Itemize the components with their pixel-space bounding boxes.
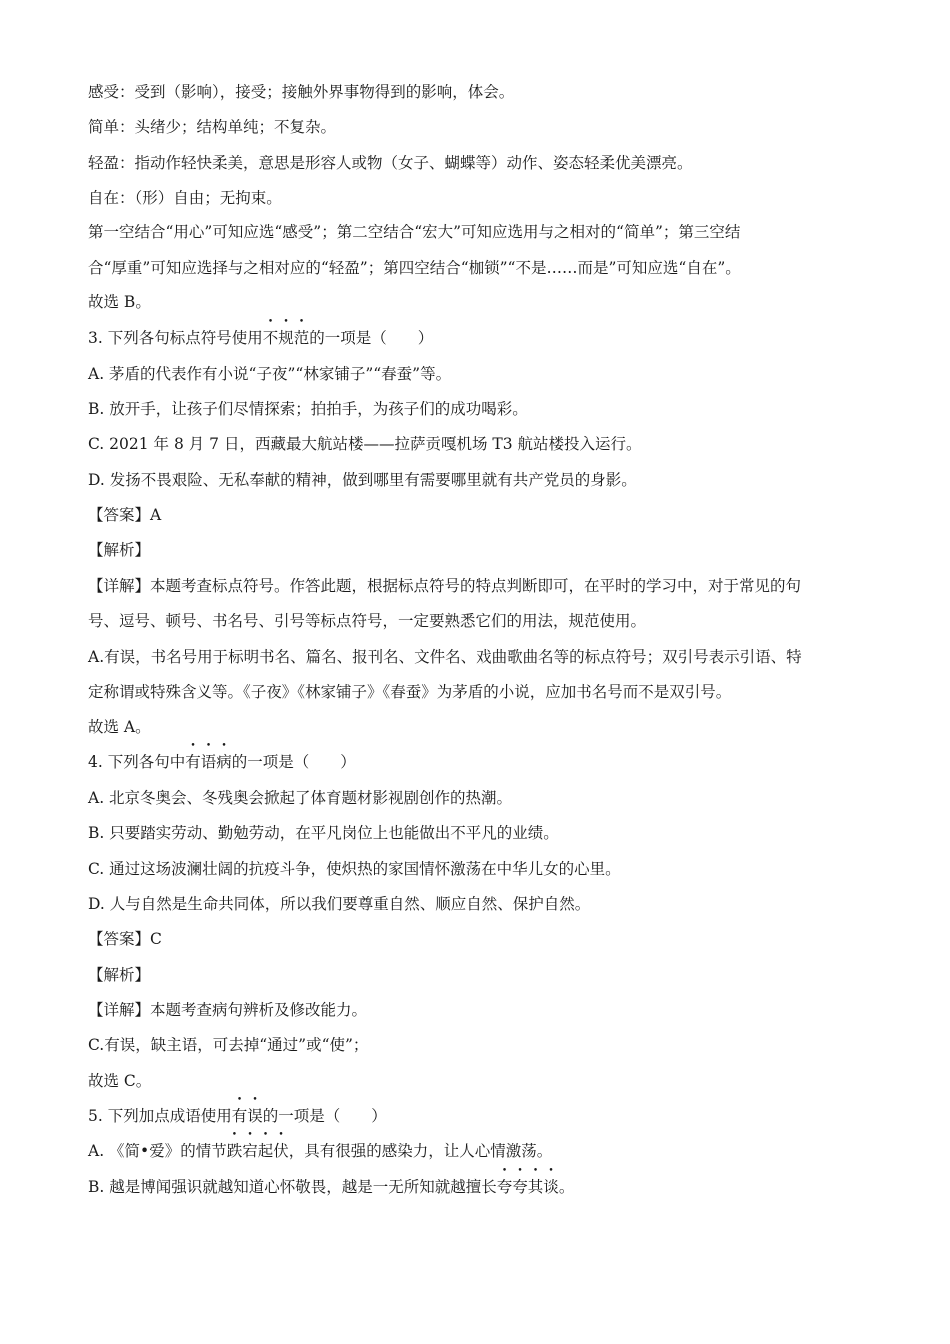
text-segment: 感受：受到（影响），接受；接触外界事物得到的影响，体会。: [88, 83, 515, 101]
emphasis-char: 规: [278, 329, 294, 347]
text-line: [88, 1071, 878, 1091]
text-line: [88, 611, 878, 631]
emphasis-char: 有: [185, 753, 201, 771]
text-line: [88, 470, 878, 490]
text-line: [88, 188, 878, 208]
emphasis-char: 起: [257, 1142, 274, 1160]
text-line: [88, 929, 878, 949]
text-segment: 【解析】: [88, 966, 151, 984]
emphasis-char: 其: [527, 1178, 544, 1196]
text-segment: 轻盈：指动作轻快柔美，意思是形容人或物（女子、蝴蝶等）动作、姿态轻柔优美漂亮。: [88, 154, 693, 172]
text-line: [88, 292, 878, 312]
emphasized-text: [232, 1107, 263, 1125]
emphasized-text: [263, 329, 310, 347]
text-line: [88, 1000, 878, 1020]
text-segment: 【解析】: [88, 541, 151, 559]
text-line: [88, 153, 878, 173]
text-segment: 的一项是（ ）: [309, 329, 434, 347]
text-line: [88, 894, 878, 914]
text-line: [88, 717, 878, 737]
text-segment: B. 越是博闻强识就越知道心怀敬畏，越是一无所知就越擅长: [88, 1178, 497, 1196]
text-segment: C. 2021 年 8 月 7 日，西藏最大航站楼——拉萨贡嘎机场 T3 航站楼投入运行。: [88, 435, 642, 453]
text-segment: 自在：（形）自由；无拘束。: [88, 189, 282, 207]
text-segment: 【答案】C: [88, 930, 162, 948]
emphasis-char: 有: [231, 1107, 248, 1125]
text-line: [88, 364, 878, 384]
emphasis-char: 误: [247, 1107, 263, 1125]
text-line: [88, 647, 878, 667]
text-line: [88, 965, 878, 985]
text-segment: ，具有很强的感染力，让人心情激荡。: [288, 1142, 553, 1160]
emphasis-char: 范: [293, 329, 310, 347]
text-segment: A. 北京冬奥会、冬残奥会掀起了体育题材影视剧创作的热潮。: [88, 789, 513, 807]
text-segment: 简单：头绪少；结构单纯；不复杂。: [88, 118, 337, 136]
text-line: [88, 117, 878, 137]
emphasized-text: [227, 1142, 289, 1160]
emphasized-text: [497, 1178, 559, 1196]
text-line: [88, 752, 878, 772]
text-segment: D. 人与自然是生命共同体，所以我们要尊重自然、顺应自然、保护自然。: [88, 895, 591, 913]
text-line: [88, 505, 878, 525]
text-segment: A.有误，书名号用于标明书名、篇名、报刊名、文件名、戏曲歌曲名等的标点符号；双引号表示引语、特: [88, 648, 802, 666]
text-line: [88, 1035, 878, 1055]
text-segment: D. 发扬不畏艰险、无私奉献的精神，做到哪里有需要哪里就有共产党员的身影。: [88, 471, 637, 489]
text-segment: 5. 下列加点成语使用: [88, 1107, 232, 1125]
text-segment: 的一项是（ ）: [262, 1107, 387, 1125]
text-segment: 故选 C。: [88, 1072, 152, 1090]
text-segment: 4. 下列各句中: [88, 753, 186, 771]
text-segment: B. 放开手，让孩子们尽情探索；拍拍手，为孩子们的成功喝彩。: [88, 400, 528, 418]
text-segment: 定称谓或特殊含义等。《子夜》《林家铺子》《春蚕》为茅盾的小说，应加书名号而不是双引号。: [88, 683, 732, 701]
text-line: [88, 1141, 878, 1161]
emphasis-char: 病: [216, 753, 232, 771]
text-segment: B. 只要踏实劳动、勤勉劳动，在平凡岗位上也能做出不平凡的业绩。: [88, 824, 559, 842]
text-line: [88, 82, 878, 102]
text-line: [88, 1177, 878, 1197]
emphasis-char: 语: [200, 753, 217, 771]
text-line: [88, 258, 878, 278]
text-segment: 3. 下列各句标点符号使用: [88, 329, 263, 347]
emphasized-text: [185, 753, 232, 771]
text-line: [88, 434, 878, 454]
text-segment: 故选 B。: [88, 293, 151, 311]
text-segment: 号、逗号、顿号、书名号、引号等标点符号，一定要熟悉它们的用法，规范使用。: [88, 612, 647, 630]
text-segment: 【答案】A: [88, 506, 162, 524]
emphasis-char: 夸: [512, 1178, 528, 1196]
text-segment: 【详解】本题考查标点符号。作答此题，根据标点符号的特点判断即可，在平时的学习中，对于常见的句: [88, 577, 802, 595]
text-line: [88, 328, 878, 348]
text-line: [88, 859, 878, 879]
text-line: [88, 682, 878, 702]
text-segment: C. 通过这场波澜壮阔的抗疫斗争，使炽热的家国情怀激荡在中华儿女的心里。: [88, 860, 621, 878]
text-line: [88, 823, 878, 843]
text-segment: 合“厚重”可知应选择与之相对应的“轻盈”；第四空结合“枷锁”“不是……而是”可知应选“自在”。: [88, 259, 741, 277]
text-line: [88, 222, 878, 242]
emphasis-char: 夸: [496, 1178, 513, 1196]
emphasis-char: 跌: [226, 1142, 243, 1160]
text-segment: 。: [558, 1178, 575, 1196]
text-segment: A. 茅盾的代表作有小说“子夜”“林家铺子”“春蚕”等。: [88, 365, 452, 383]
text-line: [88, 540, 878, 560]
text-segment: 第一空结合“用心”可知应选“感受”；第二空结合“宏大”可知应选用与之相对的“简单”；第三空结: [88, 223, 741, 241]
text-line: [88, 788, 878, 808]
emphasis-char: 谈: [543, 1178, 559, 1196]
text-line: [88, 1106, 878, 1126]
text-segment: C.有误，缺主语，可去掉“通过”或“使”；: [88, 1036, 369, 1054]
emphasis-char: 宕: [242, 1142, 258, 1160]
text-segment: 故选 A。: [88, 718, 151, 736]
text-line: [88, 399, 878, 419]
text-line: [88, 576, 878, 596]
text-segment: 的一项是（ ）: [231, 753, 356, 771]
text-segment: 【详解】本题考查病句辨析及修改能力。: [88, 1001, 368, 1019]
text-segment: A. 《简•爱》的情节: [88, 1142, 227, 1160]
emphasis-char: 伏: [273, 1142, 289, 1160]
emphasis-char: 不: [262, 329, 279, 347]
